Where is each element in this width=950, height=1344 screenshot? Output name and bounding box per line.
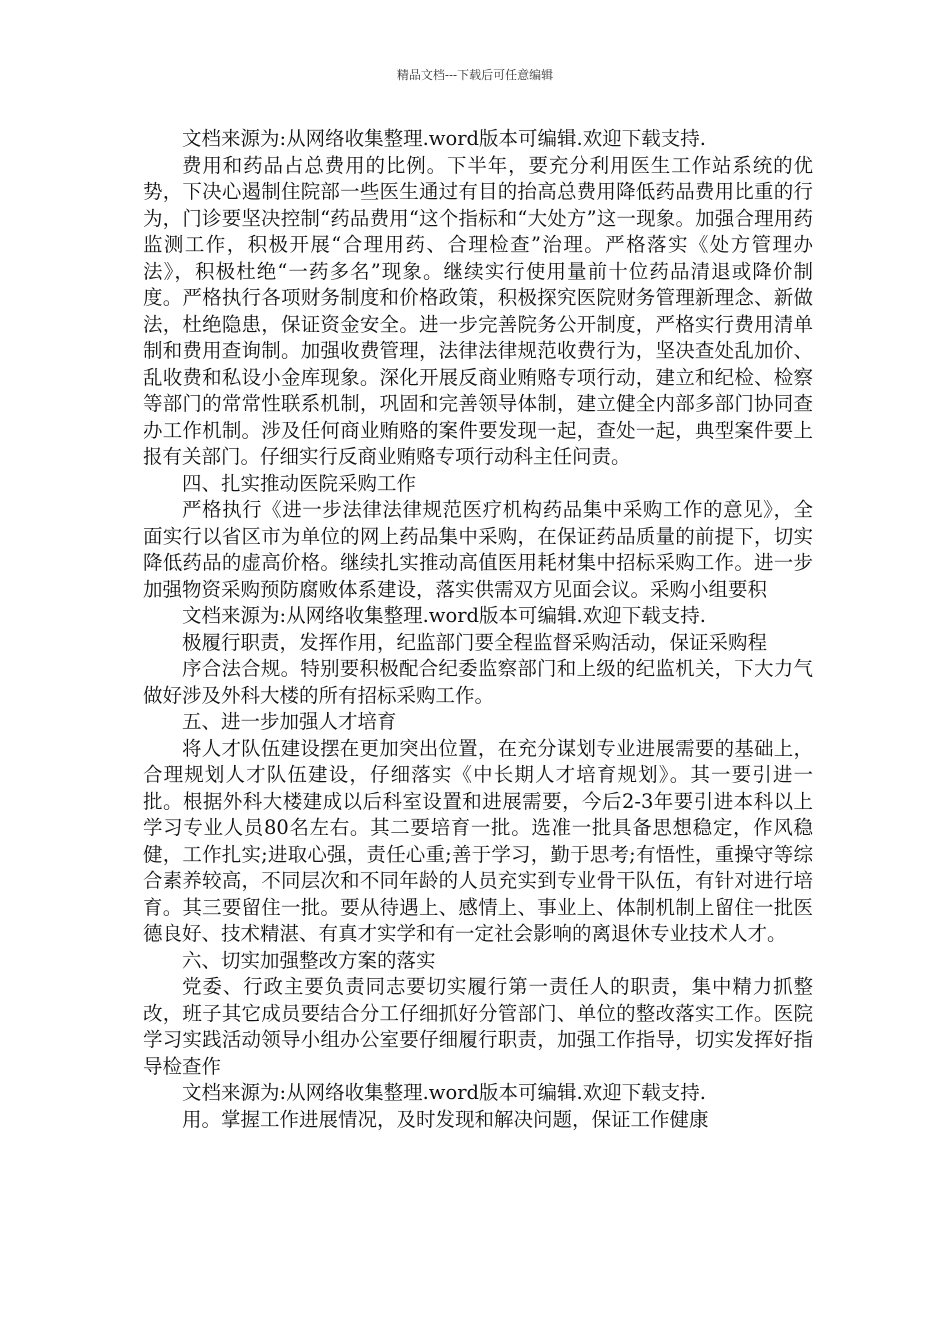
section-heading: 六、切实加强整改方案的落实	[182, 948, 436, 972]
paragraph: 极履行职责，发挥作用，纪监部门要全程监督采购活动，保证采购程	[182, 630, 768, 654]
paragraph: 序合法合规。特别要积极配合纪委监察部门和上级的纪监机关，下大力气做好涉及外科大楼的所有招标采购工作。	[143, 657, 813, 707]
paragraph: 党委、行政主要负责同志要切实履行第一责任人的职责，集中精力抓整改，班子其它成员要结合分工仔细抓好分管部门、单位的整改落实工作。医院学习实践活动领导小组办公室要仔细履行职责，加强工作指导，切实发挥好指导检查作	[143, 975, 813, 1078]
document-body	[143, 126, 813, 1133]
paragraph: 用。掌握工作进展情况，及时发现和解决问题，保证工作健康	[182, 1107, 709, 1131]
source-note: 文档来源为:从网络收集整理.word版本可编辑.欢迎下载支持.	[182, 127, 706, 150]
section-heading: 四、扎实推动医院采购工作	[182, 471, 417, 495]
paragraph: 费用和药品占总费用的比例。下半年，要充分利用医生工作站系统的优势，下决心遏制住院部一些医生通过有目的抬高总费用降低药品费用比重的行为，门诊要坚决控制“药品费用“这个指标和“大处方”这一现象。加强合理用药监测工作，积极开展“合理用药、合理检查”治理。严格落实《处方管理办法》，积极杜绝“一药多名”现象。继续实行使用量前十位药品清退或降价制度。严格执行各项财务制度和价格政策，积极探究医院财务管理新理念、新做法，杜绝隐患，保证资金安全。进一步完善院务公开制度，严格实行费用清单制和费用查询制。加强收费管理，法律法律规范收费行为，坚决查处乱加价、乱收费和私设小金库现象。深化开展反商业贿赂专项行动，建立和纪检、检察等部门的常常性联系机制，巩固和完善领导体制，建立健全内部多部门协同查办工作机制。涉及任何商业贿赂的案件要发现一起，查处一起，典型案件要上报有关部门。仔细实行反商业贿赂专项行动科主任问责。	[143, 153, 813, 468]
paragraph: 严格执行《进一步法律法律规范医疗机构药品集中采购工作的意见》，全面实行以省区市为单位的网上药品集中采购，在保证药品质量的前提下，切实降低药品的虚高价格。继续扎实推动高值医用耗材集中招标采购工作。进一步加强物资采购预防腐败体系建设，落实供需双方见面会议。采购小组要积	[143, 498, 813, 601]
paragraph: 将人才队伍建设摆在更加突出位置，在充分谋划专业进展需要的基础上，合理规划人才队伍建设，仔细落实《中长期人才培育规划》。其一要引进一批。根据外科大楼建成以后科室设置和进展需要，今后2-3年要引进本科以上学习专业人员80名左右。其二要培育一批。选准一批具备思想稳定，作风稳健，工作扎实;进取心强，责任心重;善于学习，勤于思考;有悟性，重操守等综合素养较高，不同层次和不同年龄的人员充实到专业骨干队伍，有针对进行培育。其三要留住一批。要从待遇上、感情上、事业上、体制机制上留住一批医德良好、技术精湛、有真才实学和有一定社会影响的离退休专业技术人才。	[143, 736, 813, 945]
source-note: 文档来源为:从网络收集整理.word版本可编辑.欢迎下载支持.	[182, 604, 706, 627]
source-note: 文档来源为:从网络收集整理.word版本可编辑.欢迎下载支持.	[182, 1081, 706, 1104]
section-heading: 五、进一步加强人才培育	[182, 710, 397, 733]
page-header: 精品文档---下载后可任意编辑	[396, 68, 554, 82]
